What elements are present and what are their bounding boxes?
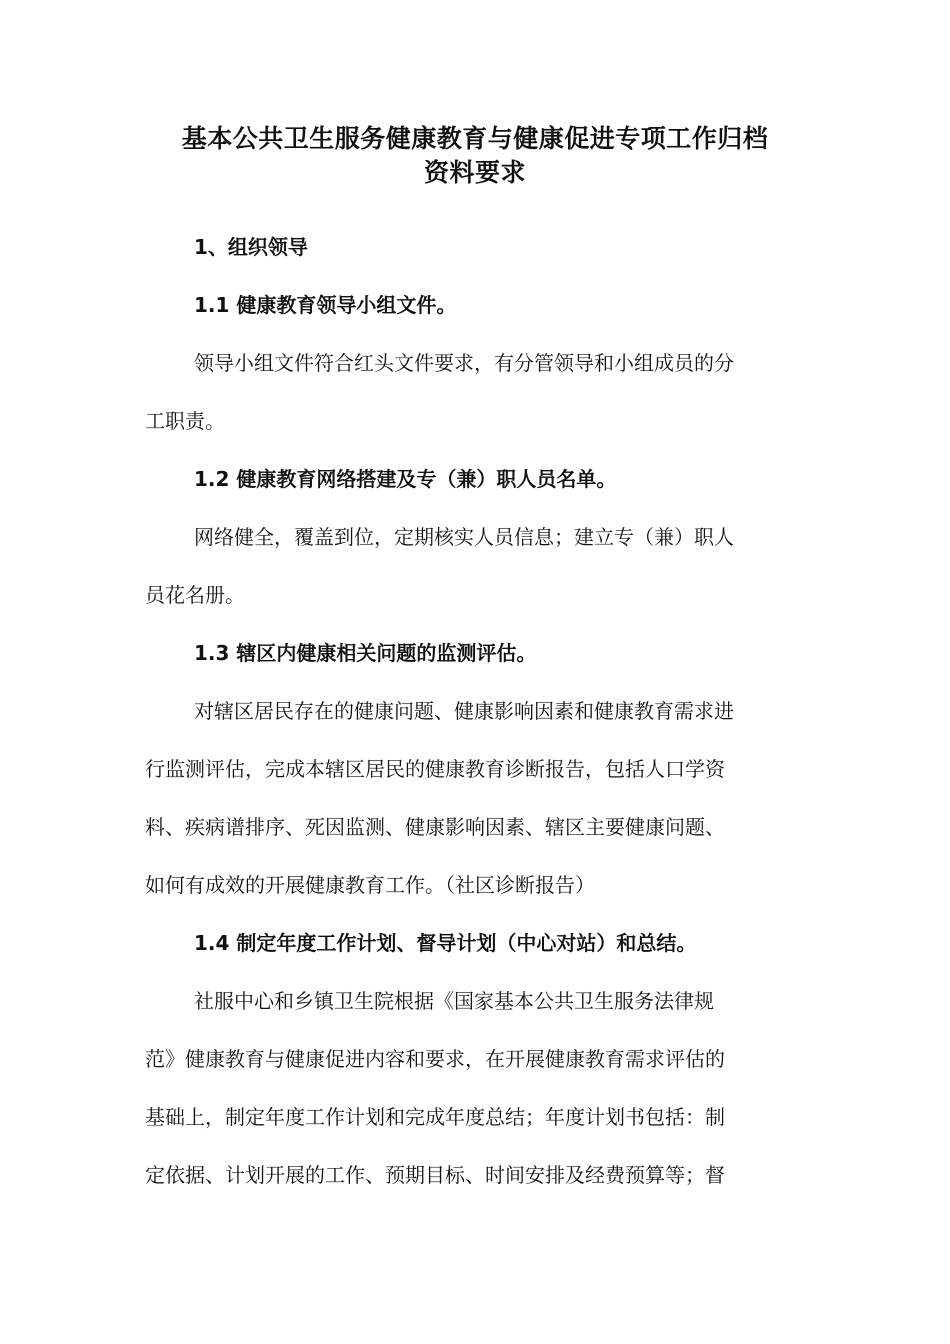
paragraph-line: 对辖区居民存在的健康问题、健康影响因素和健康教育需求进	[194, 699, 734, 723]
subsection-heading-1-2: 1.2 健康教育网络搭建及专（兼）职人员名单。	[194, 467, 617, 491]
paragraph-1-4	[145, 972, 805, 1204]
document-title	[120, 122, 830, 190]
paragraph-line: 定依据、计划开展的工作、预期目标、时间安排及经费预算等；督	[145, 1163, 725, 1187]
title-line-1: 基本公共卫生服务健康教育与健康促进专项工作归档	[181, 124, 769, 153]
paragraph-line: 员花名册。	[145, 583, 245, 607]
paragraph-line: 工职责。	[145, 409, 225, 433]
paragraph-1-1	[145, 334, 805, 450]
document-body	[145, 218, 805, 1204]
section-heading-organization: 1、组织领导	[194, 235, 308, 259]
subsection-heading-1-3: 1.3 辖区内健康相关问题的监测评估。	[194, 641, 537, 665]
paragraph-line: 行监测评估，完成本辖区居民的健康教育诊断报告，包括人口学资	[145, 757, 725, 781]
paragraph-line: 基础上，制定年度工作计划和完成年度总结；年度计划书包括：制	[145, 1105, 725, 1129]
paragraph-line: 领导小组文件符合红头文件要求，有分管领导和小组成员的分	[194, 351, 734, 375]
subsection-heading-1-1: 1.1 健康教育领导小组文件。	[194, 293, 457, 317]
paragraph-line: 网络健全，覆盖到位，定期核实人员信息；建立专（兼）职人	[194, 525, 734, 549]
paragraph-1-3	[145, 682, 805, 914]
paragraph-line: 如何有成效的开展健康教育工作。（社区诊断报告）	[145, 873, 595, 897]
paragraph-1-2	[145, 508, 805, 624]
subsection-heading-1-4: 1.4 制定年度工作计划、督导计划（中心对站）和总结。	[194, 931, 697, 955]
paragraph-line: 料、疾病谱排序、死因监测、健康影响因素、辖区主要健康问题、	[145, 815, 725, 839]
paragraph-line: 社服中心和乡镇卫生院根据《国家基本公共卫生服务法律规	[194, 989, 714, 1013]
title-line-2: 资料要求	[423, 158, 526, 187]
paragraph-line: 范》健康教育与健康促进内容和要求，在开展健康教育需求评估的	[145, 1047, 725, 1071]
